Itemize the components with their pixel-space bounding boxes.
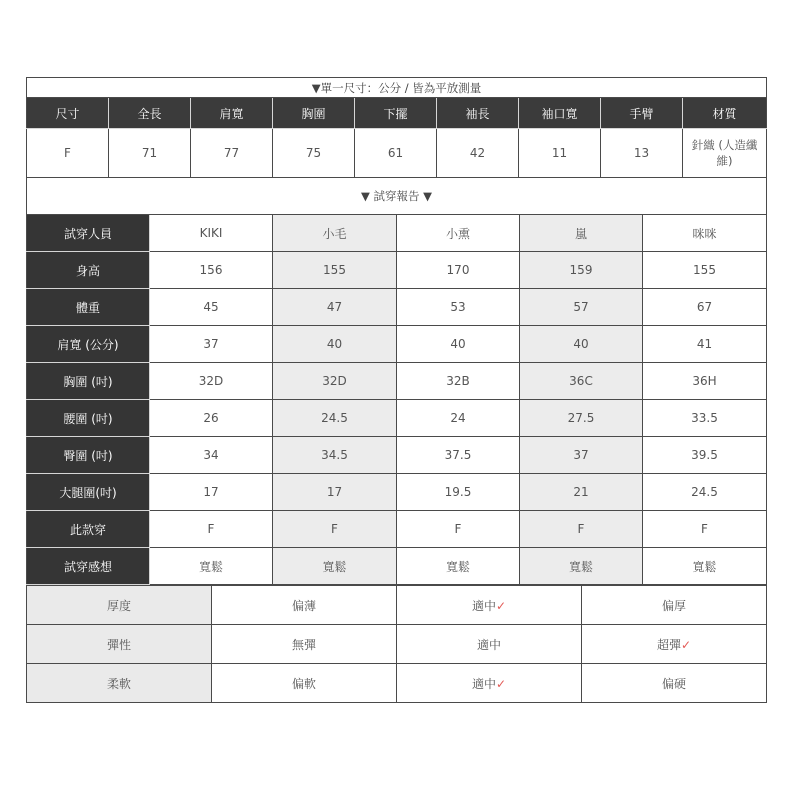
fabric-row bbox=[27, 625, 767, 664]
fit-cell: 嵐 bbox=[520, 215, 643, 252]
fit-cell: 咪咪 bbox=[643, 215, 767, 252]
fit-cell: 39.5 bbox=[643, 437, 767, 474]
fabric-option-label: 無彈 bbox=[291, 637, 316, 652]
fabric-option-label: 偏厚 bbox=[661, 598, 686, 613]
fit-cell: 159 bbox=[520, 252, 643, 289]
fit-cell: 57 bbox=[520, 289, 643, 326]
size-header-cell: 袖長 bbox=[437, 98, 519, 129]
fit-row-label: 試穿人員 bbox=[27, 215, 150, 252]
fabric-option-label: 偏薄 bbox=[291, 598, 316, 613]
fit-cell: 34 bbox=[150, 437, 273, 474]
fabric-table bbox=[26, 585, 767, 703]
fit-cell: 37 bbox=[150, 326, 273, 363]
fit-cell: 17 bbox=[273, 474, 397, 511]
fit-cell: 小毛 bbox=[273, 215, 397, 252]
fit-cell: F bbox=[643, 511, 767, 548]
size-header-row bbox=[27, 98, 767, 129]
fit-cell: 36H bbox=[643, 363, 767, 400]
fit-report-title: ▼ 試穿報告 ▼ bbox=[27, 178, 767, 215]
size-value-cell: 71 bbox=[109, 129, 191, 178]
fit-cell: 寬鬆 bbox=[520, 548, 643, 585]
fabric-label: 厚度 bbox=[27, 586, 212, 625]
fabric-option-label: 適中 bbox=[476, 637, 501, 652]
fit-report-table bbox=[26, 178, 767, 585]
fabric-label: 彈性 bbox=[27, 625, 212, 664]
size-value-cell: 77 bbox=[191, 129, 273, 178]
size-header-cell: 袖口寬 bbox=[519, 98, 601, 129]
fabric-option-label: 適中 bbox=[471, 598, 496, 613]
fit-cell: F bbox=[273, 511, 397, 548]
fit-row-label: 腰圍 (吋) bbox=[27, 400, 150, 437]
fabric-option bbox=[397, 625, 582, 664]
fabric-option-label: 超彈 bbox=[656, 637, 681, 652]
fabric-option-label: 適中 bbox=[471, 676, 496, 691]
fabric-option bbox=[582, 586, 767, 625]
fit-cell: F bbox=[397, 511, 520, 548]
fit-report-row bbox=[27, 437, 767, 474]
fit-row-label: 大腿圍(吋) bbox=[27, 474, 150, 511]
fit-cell: KIKI bbox=[150, 215, 273, 252]
fit-cell: 40 bbox=[397, 326, 520, 363]
fit-cell: 155 bbox=[643, 252, 767, 289]
fit-cell: 40 bbox=[520, 326, 643, 363]
fabric-option bbox=[397, 586, 582, 625]
fit-row-label: 試穿感想 bbox=[27, 548, 150, 585]
size-value-cell: 13 bbox=[601, 129, 683, 178]
fabric-option bbox=[582, 664, 767, 703]
fit-cell: 32B bbox=[397, 363, 520, 400]
size-chart bbox=[26, 77, 766, 703]
fabric-option-label: 偏軟 bbox=[291, 676, 316, 691]
fit-report-row bbox=[27, 252, 767, 289]
size-value-cell: 61 bbox=[355, 129, 437, 178]
fabric-option bbox=[212, 664, 397, 703]
fit-cell: 37 bbox=[520, 437, 643, 474]
fit-cell: 21 bbox=[520, 474, 643, 511]
size-value-cell: 75 bbox=[273, 129, 355, 178]
fit-row-label: 胸圍 (吋) bbox=[27, 363, 150, 400]
size-value-cell: 11 bbox=[519, 129, 601, 178]
fabric-row bbox=[27, 664, 767, 703]
fit-cell: 37.5 bbox=[397, 437, 520, 474]
size-header-cell: 胸圍 bbox=[273, 98, 355, 129]
size-table bbox=[26, 77, 767, 178]
fit-row-label: 身高 bbox=[27, 252, 150, 289]
fit-report-row bbox=[27, 474, 767, 511]
fabric-option bbox=[582, 625, 767, 664]
fit-report-row bbox=[27, 289, 767, 326]
fit-row-label: 臀圍 (吋) bbox=[27, 437, 150, 474]
fit-cell: 寬鬆 bbox=[397, 548, 520, 585]
fit-cell: 33.5 bbox=[643, 400, 767, 437]
fit-report-row bbox=[27, 548, 767, 585]
fit-report-row bbox=[27, 215, 767, 252]
fabric-label: 柔軟 bbox=[27, 664, 212, 703]
fit-cell: 41 bbox=[643, 326, 767, 363]
fit-cell: 小熏 bbox=[397, 215, 520, 252]
fabric-option bbox=[212, 625, 397, 664]
size-header-cell: 手臂 bbox=[601, 98, 683, 129]
size-value-cell: 42 bbox=[437, 129, 519, 178]
fit-cell: 156 bbox=[150, 252, 273, 289]
fit-cell: F bbox=[150, 511, 273, 548]
fit-cell: 32D bbox=[150, 363, 273, 400]
check-icon: ✓ bbox=[495, 676, 507, 691]
fit-report-row bbox=[27, 511, 767, 548]
fit-cell: 45 bbox=[150, 289, 273, 326]
size-header-cell: 肩寬 bbox=[191, 98, 273, 129]
fit-report-row bbox=[27, 326, 767, 363]
size-table-title: ▼單一尺寸：公分 / 皆為平放測量 bbox=[27, 78, 767, 98]
check-icon: ✓ bbox=[680, 637, 692, 652]
fabric-row bbox=[27, 586, 767, 625]
fit-cell: 24.5 bbox=[643, 474, 767, 511]
size-header-cell: 材質 bbox=[683, 98, 767, 129]
size-value-cell: F bbox=[27, 129, 109, 178]
fit-row-label: 此款穿 bbox=[27, 511, 150, 548]
fit-cell: 170 bbox=[397, 252, 520, 289]
fit-cell: F bbox=[520, 511, 643, 548]
fit-report-row bbox=[27, 363, 767, 400]
fit-cell: 19.5 bbox=[397, 474, 520, 511]
size-header-cell: 全長 bbox=[109, 98, 191, 129]
fit-cell: 53 bbox=[397, 289, 520, 326]
fabric-option-label: 偏硬 bbox=[661, 676, 686, 691]
fabric-option bbox=[397, 664, 582, 703]
fit-cell: 寬鬆 bbox=[150, 548, 273, 585]
size-header-cell: 下擺 bbox=[355, 98, 437, 129]
size-header-cell: 尺寸 bbox=[27, 98, 109, 129]
fit-cell: 寬鬆 bbox=[643, 548, 767, 585]
material-value-cell: 針織 (人造纖維) bbox=[683, 129, 767, 178]
fit-cell: 26 bbox=[150, 400, 273, 437]
fit-cell: 40 bbox=[273, 326, 397, 363]
fit-row-label: 體重 bbox=[27, 289, 150, 326]
fit-row-label: 肩寬 (公分) bbox=[27, 326, 150, 363]
fabric-option bbox=[212, 586, 397, 625]
fit-cell: 24.5 bbox=[273, 400, 397, 437]
fit-cell: 36C bbox=[520, 363, 643, 400]
fit-cell: 寬鬆 bbox=[273, 548, 397, 585]
fit-cell: 24 bbox=[397, 400, 520, 437]
fit-cell: 155 bbox=[273, 252, 397, 289]
size-value-row bbox=[27, 129, 767, 178]
fit-cell: 32D bbox=[273, 363, 397, 400]
fit-cell: 27.5 bbox=[520, 400, 643, 437]
fit-cell: 67 bbox=[643, 289, 767, 326]
fit-cell: 47 bbox=[273, 289, 397, 326]
fit-cell: 34.5 bbox=[273, 437, 397, 474]
check-icon: ✓ bbox=[495, 598, 507, 613]
fit-report-row bbox=[27, 400, 767, 437]
fit-cell: 17 bbox=[150, 474, 273, 511]
